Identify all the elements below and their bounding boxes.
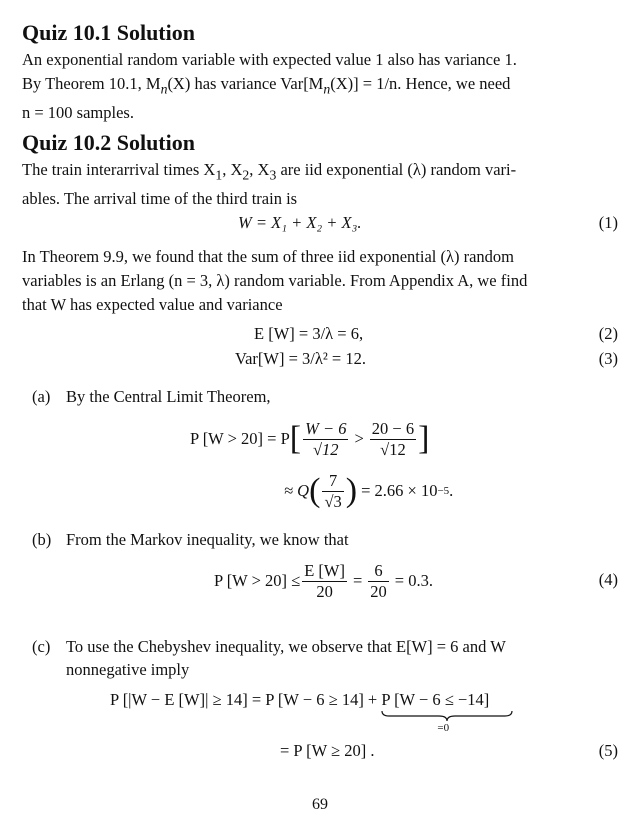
item-c-text-1: To use the Chebyshev inequality, we observe that E[W] = 6 and W xyxy=(66,637,506,656)
underbrace-icon xyxy=(381,710,513,722)
text-line xyxy=(22,72,618,101)
left-bracket: [ xyxy=(289,420,302,457)
frac-denominator: 20 xyxy=(370,581,387,601)
subscript: n xyxy=(160,81,168,97)
equation-2: E [W] = 3/λ = 6, xyxy=(254,324,364,343)
equation-1: W = X₁ + X₂ + X₃. xyxy=(238,213,362,232)
equation-number: (1) xyxy=(598,213,618,232)
text-line: that W has expected value and variance xyxy=(22,295,283,314)
text-fragment: , X xyxy=(249,160,270,179)
item-label-b: (b) xyxy=(32,530,52,549)
fraction xyxy=(368,561,389,602)
item-label-a: (a) xyxy=(32,387,51,406)
text-line: ables. The arrival time of the third train is xyxy=(22,189,298,209)
item-a-text: By the Central Limit Theorem, xyxy=(66,387,271,406)
fraction xyxy=(303,419,348,460)
text-fragment: are iid exponential (λ) random vari- xyxy=(276,160,517,179)
text-fragment: (X) has variance Var[M xyxy=(167,74,324,93)
equals-sign: = xyxy=(352,571,363,590)
item-label-c: (c) xyxy=(32,637,51,656)
frac-numerator: 20 − 6 xyxy=(371,418,415,438)
text-fragment: By Theorem 10.1, M xyxy=(22,74,161,93)
equation-3: Var[W] = 3/λ² = 12. xyxy=(235,349,366,368)
fraction xyxy=(370,419,416,460)
quiz-10-2-paragraph-2 xyxy=(22,245,618,317)
text-line: An exponential random variable with expected value 1 also has variance 1. xyxy=(22,50,517,69)
quiz-10-2-intro xyxy=(22,158,618,211)
text-line: n = 100 samples. xyxy=(22,103,134,123)
equation-number: (4) xyxy=(598,570,618,589)
text-fragment: (X)] = 1/n. Hence, we need xyxy=(330,74,511,93)
text-line: variables is an Erlang (n = 3, λ) random variable. From Appendix A, we find xyxy=(22,271,528,290)
equation-number: (2) xyxy=(598,324,618,343)
section-title-quiz-10-2: Quiz 10.2 Solution xyxy=(22,130,195,155)
gt-sign: > xyxy=(354,429,364,448)
text-fragment: , X xyxy=(222,160,243,179)
eq-lhs: P [|W − E [W]| ≥ 14] = P [W − 6 ≥ 14] + xyxy=(110,690,378,709)
frac-denominator: √3 xyxy=(324,491,342,511)
period: . xyxy=(449,481,454,500)
frac-numerator: 6 xyxy=(368,561,389,582)
text-line: In Theorem 9.9, we found that the sum of three iid exponential (λ) random xyxy=(22,247,515,266)
section-title-quiz-10-1: Quiz 10.1 Solution xyxy=(22,20,195,45)
equation-chebyshev-1 xyxy=(110,690,490,734)
right-paren: ) xyxy=(345,472,358,509)
approx-result: = 2.66 × 10 xyxy=(361,481,438,500)
frac-numerator: W − 6 xyxy=(305,418,347,438)
left-paren: ( xyxy=(309,472,321,509)
eq-lhs: P [W > 20] = P xyxy=(190,429,290,448)
exponent: −5 xyxy=(437,485,450,497)
text-line: The train interarrival times $X_1$, $X_2$, $X_3$ are iid exponential (λ) random vari- xyxy=(22,160,517,183)
equation-number: (5) xyxy=(598,741,618,760)
eq-lhs: P [W > 20] ≤ xyxy=(214,571,301,590)
item-c-text-2: nonnegative imply xyxy=(66,660,190,679)
underbraced-term xyxy=(381,690,490,734)
brace-label: =0 xyxy=(437,722,450,734)
markov-result: = 0.3. xyxy=(394,571,433,590)
quiz-10-1-paragraph xyxy=(22,48,618,125)
frac-numerator: E [W] xyxy=(304,560,345,580)
braced-text: P [W − 6 ≤ −14] xyxy=(381,690,490,709)
equation-number: (3) xyxy=(598,349,618,368)
frac-numerator: 7 xyxy=(322,471,343,492)
frac-denominator: 20 xyxy=(316,581,333,601)
equation-clt xyxy=(190,414,429,464)
fraction xyxy=(322,471,343,512)
text-fragment: The train interarrival times X xyxy=(22,160,216,179)
right-bracket: ] xyxy=(418,420,430,457)
fraction xyxy=(302,561,347,602)
item-b-text: From the Markov inequality, we know that xyxy=(66,530,349,549)
equation-approx xyxy=(284,466,453,516)
equation-markov xyxy=(214,556,433,606)
frac-denominator: √12 xyxy=(380,439,406,459)
approx-q: ≈ Q xyxy=(284,481,310,500)
subscript: n xyxy=(323,81,331,97)
frac-denominator: √12 xyxy=(312,439,339,459)
equation-chebyshev-2: = P [W ≥ 20] . xyxy=(280,741,375,760)
page-number: 69 xyxy=(312,796,328,813)
